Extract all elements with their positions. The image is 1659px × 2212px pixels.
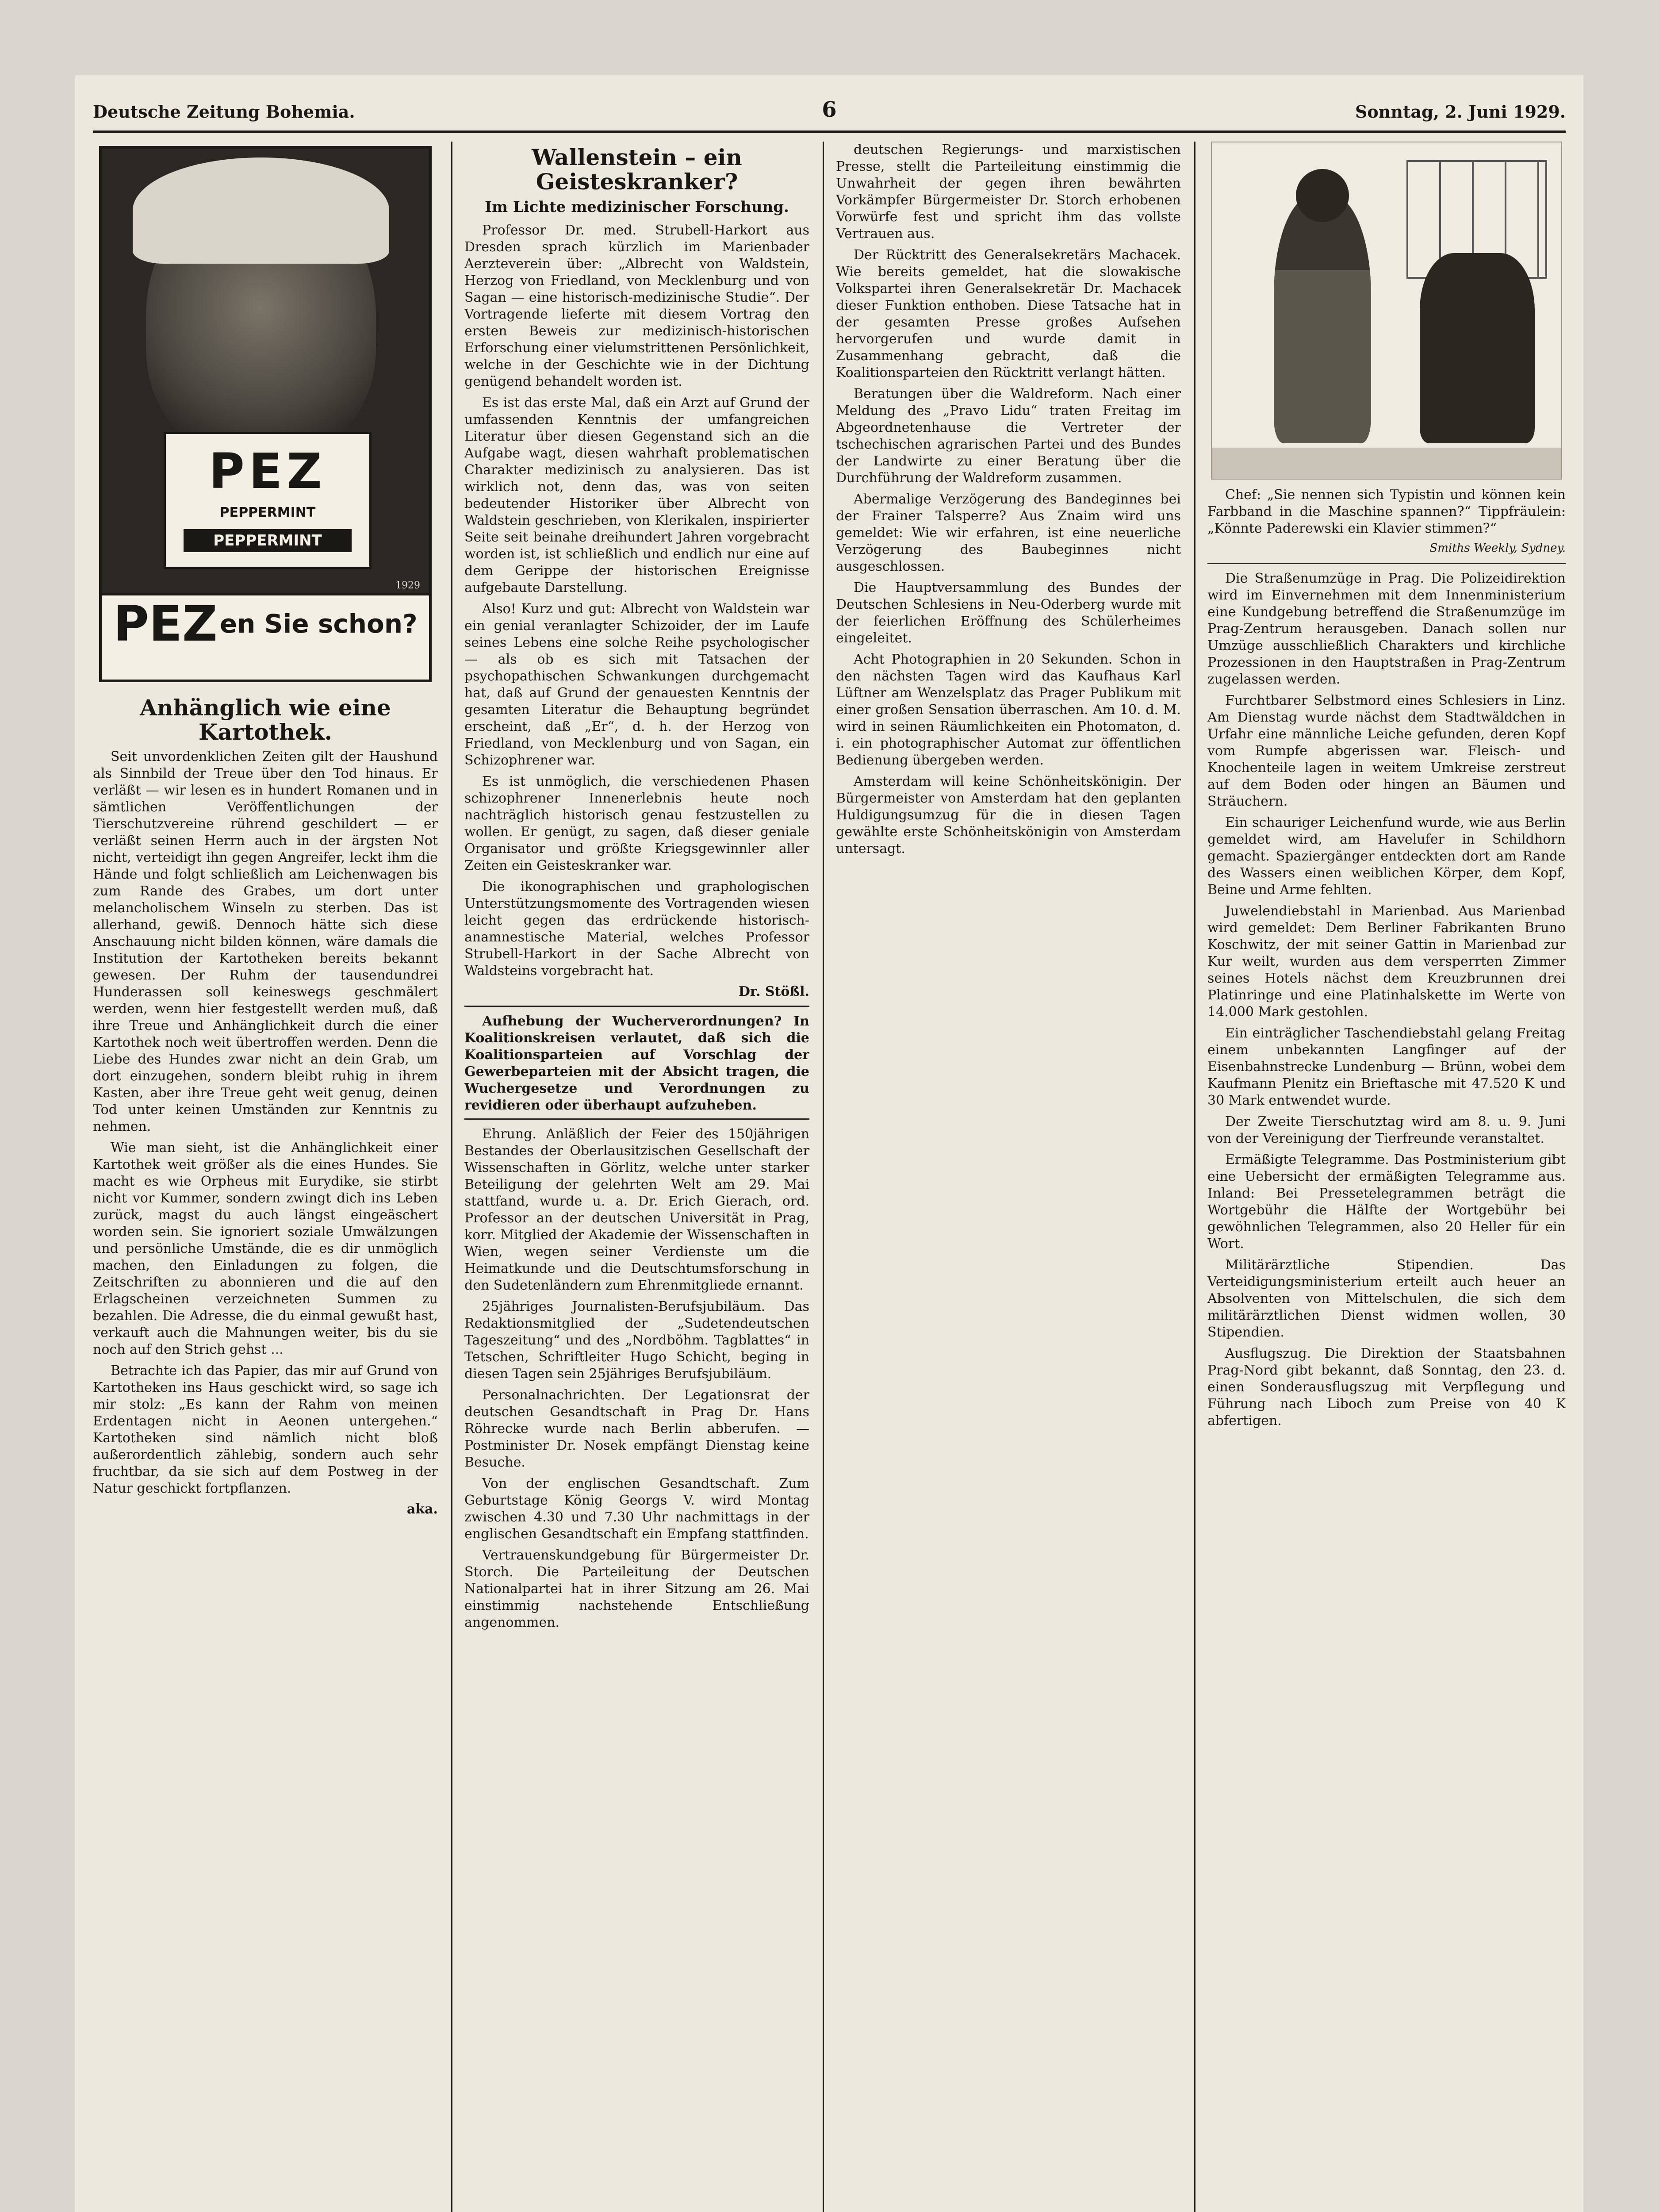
column-divider bbox=[823, 142, 824, 2212]
news-item: Acht Photographien in 20 Sekunden. Schon in den nächsten Tagen wird das Kaufhaus Karl Lüftner am Wenzelsplatz das Prager Publikum mit einer großen Sensation überraschen. Am 10. d. M. wird in seinen Räumlichkeiten ein Photomaton, d. i. ein photographischer Automat zur öffentlichen Bedienung übergeben werden. bbox=[836, 652, 1181, 768]
cartoon-figure-standing bbox=[1274, 196, 1371, 443]
ad-code: 1929 bbox=[395, 580, 420, 591]
cartoon-illustration bbox=[1211, 142, 1562, 480]
news-item: Ermäßigte Telegramme. Das Postministerium gibt eine Uebersicht der ermäßigten Telegramme aus. Inland: Bei Pressetelegrammen beträgt die Wortgebühr die Hälfte der Wortgebühr bei gewöhnlichen Telegrammen, also 20 Heller für ein Wort. bbox=[1207, 1152, 1566, 1252]
news-item: deutschen Regierungs- und marxistischen Presse, stellt die Parteileitung einstimmig die Unwahrheit der gegen ihren bewährten Vorkämpfer Bürgermeister Dr. Storch erhobenen Vorwürfe fest und spricht ihm das vollste Vertrauen aus. bbox=[836, 142, 1181, 242]
column-2 bbox=[464, 142, 809, 2212]
divider bbox=[464, 1006, 809, 1007]
pez-advertisement bbox=[99, 146, 432, 682]
cartoon-figure-head bbox=[1296, 169, 1349, 222]
divider bbox=[464, 1118, 809, 1120]
news-item: Die Hauptversammlung des Bundes der Deutschen Schlesiens in Neu-Oderberg wurde mit der feierlichen Eröffnung des Schülerheimes eingeleitet. bbox=[836, 580, 1181, 646]
news-item: Ein einträglicher Taschendiebstahl gelang Freitag einem unbekannten Langfinger auf der Eisenbahnstrecke Lundenburg — Brünn, wobei dem Kaufmann Plenitz ein Brieftasche mit 47.520 K und 30 Mark entwendet wurde. bbox=[1207, 1025, 1566, 1108]
issue-date: Sonntag, 2. Juni 1929. bbox=[1355, 102, 1566, 122]
news-item: Ausflugszug. Die Direktion der Staatsbahnen Prag-Nord gibt bekannt, daß Sonntag, den 23. d. einen Sonderausflugszug mit Verpflegung und Führung nach Liboch zum Preise von 40 K abfertigen. bbox=[1207, 1346, 1566, 1429]
column-4 bbox=[1207, 142, 1566, 2212]
column-divider bbox=[451, 142, 452, 2212]
article-signature: aka. bbox=[406, 1502, 438, 1517]
cartoon-floor bbox=[1212, 448, 1561, 479]
slogan-pez: PEZ bbox=[113, 595, 218, 652]
pez-package bbox=[164, 432, 372, 569]
cartoon-figure-seated bbox=[1420, 253, 1535, 443]
news-item: Der Rücktritt des Generalsekretärs Machacek. Wie bereits gemeldet, hat die slowakische Volkspartei ihren Generalsekretär Dr. Machacek dieser Funktion enthoben. Diese Tatsache hat in der gesamten Presse großes Aufsehen hervorgerufen und wurde damit in Zusammenhang gebracht, daß die Koalitionsparteien den Rücktritt verlangt hätten. bbox=[836, 247, 1181, 380]
article-paragraph: Professor Dr. med. Strubell-Harkort aus Dresden sprach kürzlich im Marienbader Aerzteverein über: „Albrecht von Waldstein, Herzog von Friedland, von Mecklenburg und von Sagan — eine historisch-medizinische Studie“. Der Vortragende lieferte mit diesem Vortrag den ersten Beweis zur medizinisch-historischen Erforschung einer vielumstrittenen Persönlichkeit, welche in der Geschichte wie in der Dichtung genügend behandelt worden ist. bbox=[464, 223, 809, 389]
article-paragraph: Betrachte ich das Papier, das mir auf Grund von Kartotheken ins Haus geschickt wird, so sage ich mir stolz: „Es kann der Rahm von meinen Erdentagen nicht in Aeonen untergehen.“ Kartotheken sind nämlich nicht bloß außerordentlich zählebig, sondern auch sehr fruchtbar, da sie sich auf dem Postweg in der Natur geschickt fortpflanzen. bbox=[93, 1363, 438, 1496]
column-divider bbox=[1194, 142, 1195, 2212]
article-title: Anhänglich wie eine Kartothek. bbox=[140, 695, 391, 745]
article-title: Wallenstein – ein Geisteskranker? bbox=[532, 144, 742, 195]
article-paragraph: Wie man sieht, ist die Anhänglichkeit einer Kartothek weit größer als die eines Hundes. Sie macht es wie Orpheus mit Eurydike, sie stirbt nicht vor Kummer, sondern zwingt dich ins Leben zurück, magst du auch längst eingeäschert worden sein. Sie ignoriert soziale Umwälzungen und persönliche Umstände, die es dir unmöglich machen, den Einladungen zu folgen, die Zeitschriften zu abonnieren und die auf den Erlagscheinen verzeichneten Summen zu bezahlen. Die Adresse, die du einmal gewußt hast, verkauft auch die Mahnungen weiter, bis du sie noch auf den Strich gehst ... bbox=[93, 1140, 438, 1357]
news-item: Personalnachrichten. Der Legationsrat der deutschen Gesandtschaft in Prag Dr. Hans Röhrecke wurde nach Berlin abberufen. — Postminister Dr. Nosek empfängt Dienstag keine Besuche. bbox=[464, 1387, 809, 1470]
slogan-text: en Sie schon? bbox=[219, 609, 418, 639]
news-item: Juwelendiebstahl in Marienbad. Aus Marienbad wird gemeldet: Dem Berliner Fabrikanten Bruno Koschwitz, der mit seiner Gattin in Marienbad zur Kur weilt, wurden aus dem versperrten Zimmer seines Hotels nächst dem Kreuzbrunnen drei Platinringe und eine Platinhalskette im Werte von 14.000 Mark gestohlen. bbox=[1207, 903, 1566, 1020]
article-paragraph: Es ist unmöglich, die verschiedenen Phasen schizophrener Innenerlebnis heute noch nachträglich historisch genau festzustellen zu wollen. Er genügt, zu sagen, daß dieser geniale Organisator und größte Kriegsgewinnler aller Zeiten ein Geisteskranker war. bbox=[464, 774, 809, 873]
page-header bbox=[93, 97, 1566, 128]
news-item: Abermalige Verzögerung des Bandeginnes bei der Frainer Talsperre? Aus Znaim wird uns gemeldet: Wie wir erfahren, ist eine neuerliche Verzögerung des Baubeginnes nicht ausgeschlossen. bbox=[836, 492, 1181, 574]
news-item: Amsterdam will keine Schönheitskönigin. Der Bürgermeister von Amsterdam hat den geplanten Huldigungsumzug für die in diesen Tagen gewählte erste Schönheitskönigin von Amsterdam untersagt. bbox=[836, 774, 1181, 856]
news-item: 25jähriges Journalisten-Berufsjubiläum. Das Redaktionsmitglied der „Sudetendeutschen Tageszeitung“ und des „Nordböhm. Tagblattes“ in Tetschen, Schriftleiter Hugo Schicht, beging in diesen Tagen sein 25jähriges Berufsjubiläum. bbox=[464, 1299, 809, 1382]
column-1 bbox=[93, 142, 438, 2212]
news-item: Von der englischen Gesandtschaft. Zum Geburtstage König Georgs V. wird Montag zwischen 4.30 und 7.30 Uhr nachmittags in der englischen Gesandtschaft ein Empfang stattfinden. bbox=[464, 1476, 809, 1542]
news-item: Ein schauriger Leichenfund wurde, wie aus Berlin gemeldet wird, am Havelufer in Schildhorn gemacht. Spaziergänger entdeckten dort am Rande des Wassers einen weiblichen Körper, dem Kopf, Beine und Arme fehlten. bbox=[1207, 815, 1566, 898]
article-signature: Dr. Stößl. bbox=[738, 984, 809, 999]
page-number: 6 bbox=[822, 97, 837, 122]
peppermint-banner: PEPPERMINT bbox=[184, 529, 352, 552]
cartoon-credit: Smiths Weekly, Sydney. bbox=[1429, 541, 1566, 555]
paper-name: Deutsche Zeitung Bohemia. bbox=[93, 102, 355, 122]
news-item: Der Zweite Tierschutztag wird am 8. u. 9. Juni von der Vereinigung der Tierfreunde veranstaltet. bbox=[1207, 1114, 1566, 1146]
news-item: Ehrung. Anläßlich der Feier des 150jährigen Bestandes der Oberlausitzischen Gesellschaft der Wissenschaften in Görlitz, welche unter starker Beteiligung der gelehrten Welt am 29. Mai stattfand, wurde u. a. Dr. Erich Gierach, ord. Professor an der deutschen Universität in Prag, korr. Mitglied der Akademie der Wissenschaften in Wien, wegen seiner Verdienste um die Heimatkunde und die Deutschtumsforschung in den Sudetenländern zum Ehrenmitgliede ernannt. bbox=[464, 1126, 809, 1293]
news-item: Die Straßenumzüge in Prag. Die Polizeidirektion wird im Einvernehmen mit dem Innenministerium eine Kundgebung betreffend die Straßenumzüge im Prag-Zentrum herausgeben. Danach sollen nur Umzüge ausschließlich Charakters und kirchliche Prozessionen in den Hauptstraßen in Prag-Zentrum zugelassen werden. bbox=[1207, 571, 1566, 687]
ad-hat-illustration bbox=[133, 157, 389, 264]
news-item: Militärärztliche Stipendien. Das Verteidigungsministerium erteilt auch heuer an Absolventen von Mittelschulen, die sich dem militärärztlichen Dienst widmen wollen, 30 Stipendien. bbox=[1207, 1257, 1566, 1340]
news-item: Beratungen über die Waldreform. Nach einer Meldung des „Pravo Lidu“ traten Freitag im Abgeordnetenhause die Vertreter der tschechischen agrarischen Partei und des Bundes der Landwirte zu einer Beratung über die Durchführung der Waldreform zusammen. bbox=[836, 386, 1181, 486]
peppermint-label: PEPPERMINT bbox=[219, 505, 316, 520]
article-paragraph: Die ikonographischen und graphologischen Unterstützungsmomente des Vortragenden wiesen leicht gegen das erdrückende historisch-anamnestische Material, welches Professor Strubell-Harkort in der Sache Albrecht von Waldsteins vorgebracht hat. bbox=[464, 879, 809, 979]
article-paragraph: Es ist das erste Mal, daß ein Arzt auf Grund der umfassenden Kenntnis der umfangreichen Literatur über diesen Gegenstand sich an die Aufgabe wagt, diesen wahrhaft problematischen Charakter medizinisch zu analysieren. Das ist wirklich not, denn das, was von seiten bedeutender Historiker über Albrecht von Waldstein geschrieben, von Klerikalen, inspirierter Seite seit beinahe dreihundert Jahren vorgebracht worden ist, ist schließlich und endlich nur eine auf dem Gerippe der historischen Ereignisse aufgebaute Darstellung. bbox=[464, 395, 809, 595]
news-item: Furchtbarer Selbstmord eines Schlesiers in Linz. Am Dienstag wurde nächst dem Stadtwäldchen in Urfahr eine männliche Leiche gefunden, deren Kopf vom Rumpfe abgerissen war. Fleisch- und Knochenteile lagen in weitem Umkreise zerstreut auf dem Boden oder hingen an Bäumen und Sträuchern. bbox=[1207, 693, 1566, 809]
ad-slogan bbox=[102, 593, 429, 680]
header-rule bbox=[93, 131, 1566, 133]
newspaper-page bbox=[75, 75, 1583, 2212]
article-paragraph: Also! Kurz und gut: Albrecht von Waldstein war ein genial veranlagter Schizoider, der im Laufe seines Lebens eine solche Reihe psychologischer — als ob es sich mit Tatsachen der psychopathischen Schwankungen durchgemacht hat, daß auf Grund der genauesten Kenntnis der gesamten Literatur die Behauptung begründet erscheint, daß „Er“, d. h. der Herzog von Friedland, von Mecklenburg und von Sagan, ein Schizophrener war. bbox=[464, 601, 809, 768]
cartoon-caption: Chef: „Sie nennen sich Typistin und können kein Farbband in die Maschine spannen?“ Tippfräulein: „Könnte Paderewski ein Klavier stimmen?“ bbox=[1207, 487, 1566, 536]
article-subtitle: Im Lichte medizinischer Forschung. bbox=[485, 198, 789, 216]
divider bbox=[1207, 563, 1566, 564]
news-item: Vertrauenskundgebung für Bürgermeister Dr. Storch. Die Parteileitung der Deutschen Nationalpartei hat in ihrer Sitzung am 26. Mai einstimmig nachstehende Entschließung angenommen. bbox=[464, 1548, 809, 1630]
pez-logo: PEZ bbox=[209, 443, 326, 499]
news-item: Aufhebung der Wucherverordnungen? In Koalitionskreisen verlautet, daß sich die Koalitionsparteien auf Vorschlag der Gewerbeparteien mit der Absicht tragen, die Wuchergesetze und Verordnungen zu revidieren oder überhaupt aufzuheben. bbox=[464, 1014, 809, 1113]
article-paragraph: Seit unvordenklichen Zeiten gilt der Haushund als Sinnbild der Treue über den Tod hinaus. Er verläßt — wir lesen es in hundert Romanen und in sämtlichen Veröffentlichungen der Tierschutzvereine rührend geschildert — er verläßt seinen Herrn auch in der ärgsten Not nicht, verteidigt ihn gegen Angreifer, leckt ihm die Hände und folgt schließlich am Leichenwagen bis zum Rande des Grabes, um dort unter melancholischem Winseln zu sterben. Das ist allerhand, gewiß. Dennoch hätte sich diese Anschauung nicht bilden können, wäre damals die Institution der Kartotheken bereits bekannt gewesen. Der Ruhm der tausendundrei Hunderassen soll keineswegs geschmälert werden, wenn hier festgestellt werden muß, daß ihre Treue und Anhänglichkeit durch die einer Kartothek noch weit übertroffen werden. Denn die Liebe des Hundes zwar nicht an dein Grab, um dort einzugehen, sondern bleibt ruhig in ihrem Kasten, aber ihre Treue geht weit genug, deinen Tod unter keinen Umständen zur Kenntnis zu nehmen. bbox=[93, 749, 438, 1134]
column-3 bbox=[836, 142, 1181, 2212]
